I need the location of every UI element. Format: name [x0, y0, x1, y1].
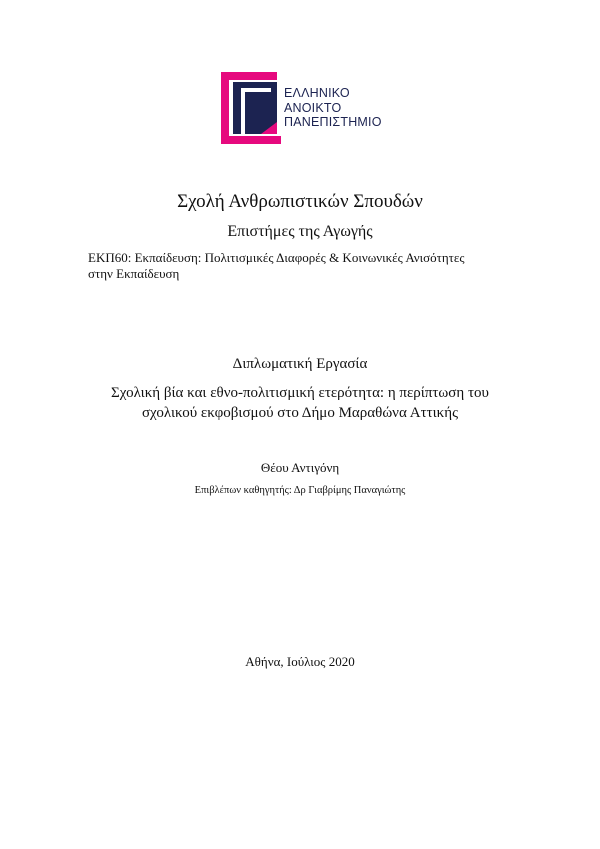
school-name: Σχολή Ανθρωπιστικών Σπουδών	[177, 191, 423, 212]
logo-line-2: ΑΝΟΙΚΤΟ	[284, 100, 342, 115]
thesis-title	[0, 383, 600, 423]
course-title-line-2: στην Εκπαίδευση	[88, 266, 180, 281]
thesis-title-line-2: σχολικού εκφοβισμού στο Δήμο Μαραθώνα Αττικής	[141, 405, 459, 421]
university-logo	[221, 72, 411, 144]
logo-line-3: ΠΑΝΕΠΙΣΤΗΜΙΟ	[284, 115, 382, 129]
logo-line-1: ΕΛΛΗΝΙΚΟ	[284, 86, 350, 100]
author-name: Θέου Αντιγόνη	[260, 460, 340, 475]
course-title-line-1: ΕΚΠ60: Εκπαίδευση: Πολιτισμικές Διαφορές & Κοινωνικές Ανισότητες	[88, 250, 465, 265]
submission-date: Αθήνα, Ιούλιος 2020	[245, 654, 355, 669]
thesis-title-line-1: Σχολική βία και εθνο-πολιτισμική ετερότητα: η περίπτωση του	[111, 385, 489, 401]
supervisor-name: Επιβλέπων καθηγητής: Δρ Γιαβρίμης Παναγιώτης	[194, 485, 406, 496]
logo-wordmark	[284, 86, 382, 130]
thesis-type: Διπλωματική Εργασία	[232, 356, 368, 372]
course-title	[88, 250, 518, 282]
university-logo-icon	[221, 72, 281, 144]
department-name: Επιστήμες της Αγωγής	[227, 223, 373, 240]
